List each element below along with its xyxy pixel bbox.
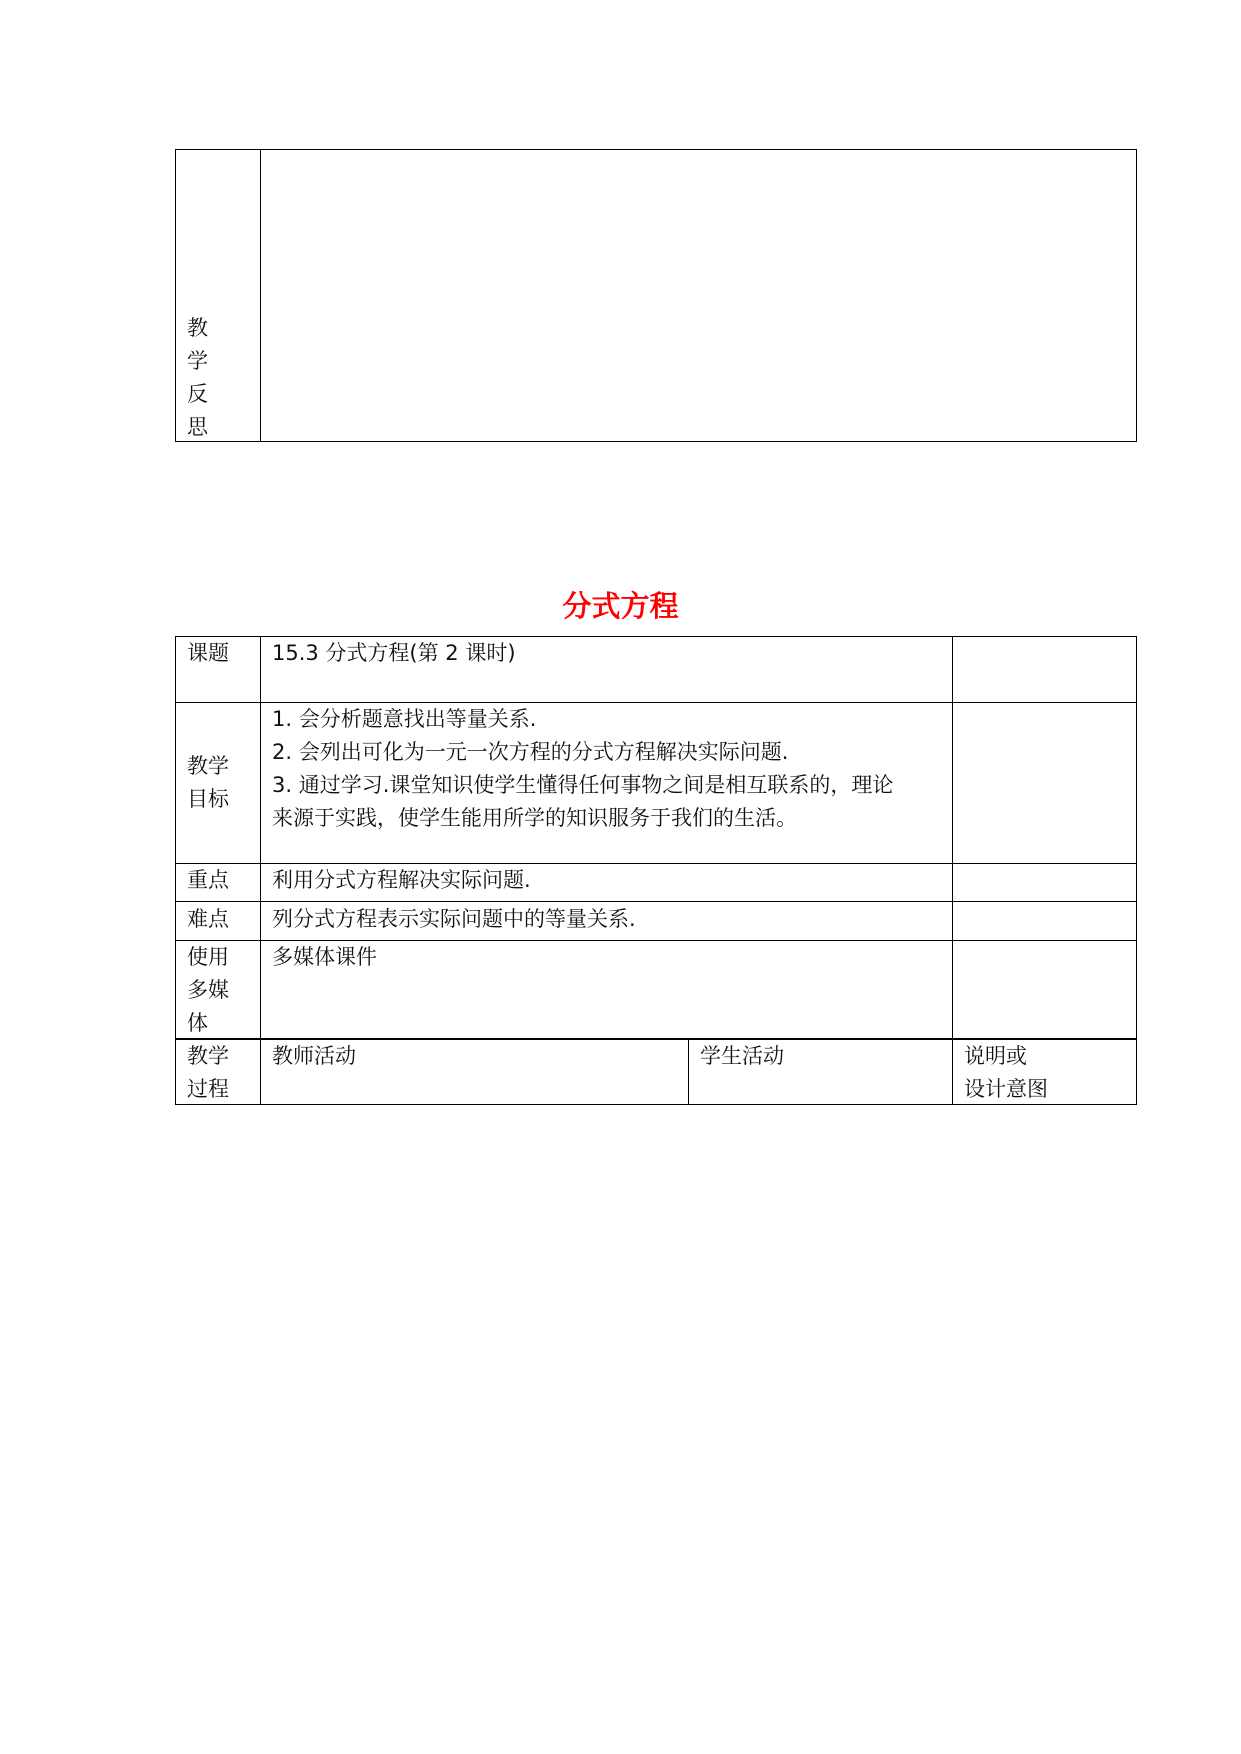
objective-item: 3. 通过学习.课堂知识使学生懂得任何事物之间是相互联系的，理论	[272, 773, 894, 797]
reflection-label: 教 学 反 思	[187, 316, 208, 439]
teacher-activity-header: 教师活动	[272, 1044, 356, 1068]
objectives-list	[272, 703, 893, 835]
reflection-content-cell	[261, 150, 1136, 441]
media-label: 使用 多媒 体	[187, 945, 229, 1035]
notes-header: 说明或 设计意图	[964, 1044, 1048, 1101]
key-point-label: 重点	[187, 868, 229, 892]
objective-item: 2. 会列出可化为一元一次方程的分式方程解决实际问题.	[272, 740, 789, 764]
topic-value: 15.3 分式方程(第 2 课时)	[272, 641, 516, 665]
topic-label: 课题	[187, 641, 229, 665]
process-label: 教学 过程	[187, 1044, 229, 1101]
media-value: 多媒体课件	[272, 945, 377, 969]
difficulty-value: 列分式方程表示实际问题中的等量关系.	[272, 907, 636, 931]
student-activity-header: 学生活动	[700, 1044, 784, 1068]
objective-item: 1. 会分析题意找出等量关系.	[272, 707, 537, 731]
document-title: 分式方程	[562, 589, 679, 623]
objective-item: 来源于实践，使学生能用所学的知识服务于我们的生活。	[272, 806, 797, 830]
key-point-value: 利用分式方程解决实际问题.	[272, 868, 531, 892]
difficulty-label: 难点	[187, 907, 229, 931]
objectives-label: 教学 目标	[187, 754, 229, 811]
